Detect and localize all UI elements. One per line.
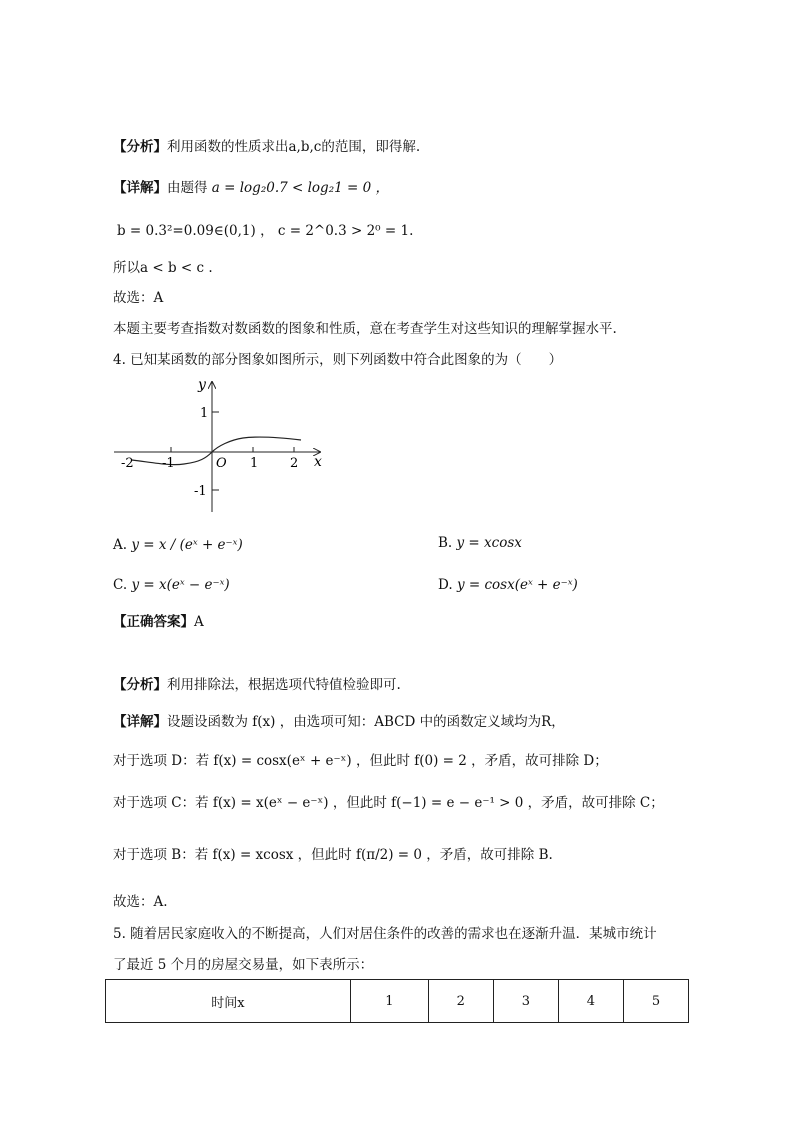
detail-label: 【详解】: [113, 714, 167, 730]
analysis-label: 【分析】: [113, 677, 167, 693]
y-axis-label: y: [198, 377, 206, 393]
option-d-text: y = cosx(eˣ + e⁻ˣ): [456, 577, 578, 593]
q4-choice: 故选：A.: [113, 894, 168, 910]
option-c-label: C.: [113, 577, 128, 593]
q3-analysis: [113, 137, 420, 157]
option-b-label: B.: [438, 535, 453, 551]
detail-text: 设题设函数为 f(x) ，由选项可知：ABCD 中的函数定义域均为R，: [167, 714, 565, 730]
q4-analysis: [113, 675, 401, 695]
option-d-label: D.: [438, 577, 453, 593]
q4-option-b-check: 对于选项 B：若 f(x) = xcosx ，但此时 f(π/2) = 0 ，矛盾，故可排除 B.: [113, 847, 553, 863]
answer-value: A: [194, 614, 204, 630]
table-row: [106, 980, 689, 1023]
q3-so: 所以a < b < c .: [113, 260, 213, 276]
analysis-text: 利用排除法，根据选项代特值检验即可.: [167, 677, 401, 693]
q4-option-c-check: 对于选项 C：若 f(x) = x(eˣ − e⁻ˣ) ，但此时 f(−1) = e − e⁻¹ > 0 ，矛盾，故可排除 C；: [113, 795, 664, 811]
q3-summary: 本题主要考查指数对数函数的图象和性质，意在考查学生对这些知识的理解掌握水平.: [113, 321, 617, 337]
option-c[interactable]: [113, 575, 230, 595]
x-tick-label-2: 2: [290, 456, 299, 471]
answer-label: 【正确答案】: [113, 614, 194, 630]
x-tick-label-neg1: -1: [162, 456, 175, 471]
table-cell: 1: [350, 980, 428, 1023]
detail-prefix: 由题得: [167, 180, 208, 196]
q4-option-d-check: 对于选项 D：若 f(x) = cosx(eˣ + e⁻ˣ) ，但此时 f(0) = 2 ，矛盾，故可排除 D；: [113, 753, 608, 769]
detail-label: 【详解】: [113, 180, 167, 196]
table-cell: 3: [493, 980, 558, 1023]
option-c-text: y = x(eˣ − e⁻ˣ): [131, 577, 230, 593]
q3-choice: 故选：A: [113, 290, 164, 306]
table-header-cell: 时间x: [106, 980, 351, 1023]
q4-detail: [113, 712, 565, 732]
y-tick-label-1: 1: [200, 406, 209, 421]
option-a-label: A.: [113, 537, 128, 553]
y-tick-label-neg1: -1: [194, 484, 207, 499]
table-cell: 5: [623, 980, 688, 1023]
transaction-table: [105, 979, 689, 1023]
function-graph: [108, 374, 338, 516]
table-cell: 2: [428, 980, 493, 1023]
q5-stem-line2: 了最近 5 个月的房屋交易量，如下表所示：: [113, 957, 374, 973]
x-tick-label-neg2: -2: [121, 456, 134, 471]
x-axis-label: x: [314, 454, 322, 470]
option-b[interactable]: [438, 533, 522, 553]
option-d[interactable]: [438, 575, 578, 595]
q5-stem-line1: 5. 随着居民家庭收入的不断提高，人们对居住条件的改善的需求也在逐渐升温．某城市统计: [113, 926, 657, 942]
q3-detail: [113, 178, 389, 198]
x-tick-label-1: 1: [250, 456, 259, 471]
option-b-text: y = xcosx: [456, 535, 522, 551]
option-a[interactable]: [113, 535, 243, 555]
origin-label: O: [216, 456, 227, 471]
analysis-label: 【分析】: [113, 139, 167, 155]
q4-stem: 4. 已知某函数的部分图象如图所示，则下列函数中符合此图象的为（ ）: [113, 352, 563, 368]
q4-answer: [113, 612, 204, 632]
analysis-text: 利用函数的性质求出a,b,c的范围，即得解.: [167, 139, 421, 155]
detail-expr: a = log₂0.7 < log₂1 = 0 ，: [211, 180, 389, 196]
option-a-text: y = x / (eˣ + e⁻ˣ): [131, 537, 243, 553]
table-cell: 4: [558, 980, 623, 1023]
q3-b-expr: b = 0.3²=0.09∈(0,1) ， c = 2^0.3 > 2⁰ = 1.: [117, 223, 414, 239]
